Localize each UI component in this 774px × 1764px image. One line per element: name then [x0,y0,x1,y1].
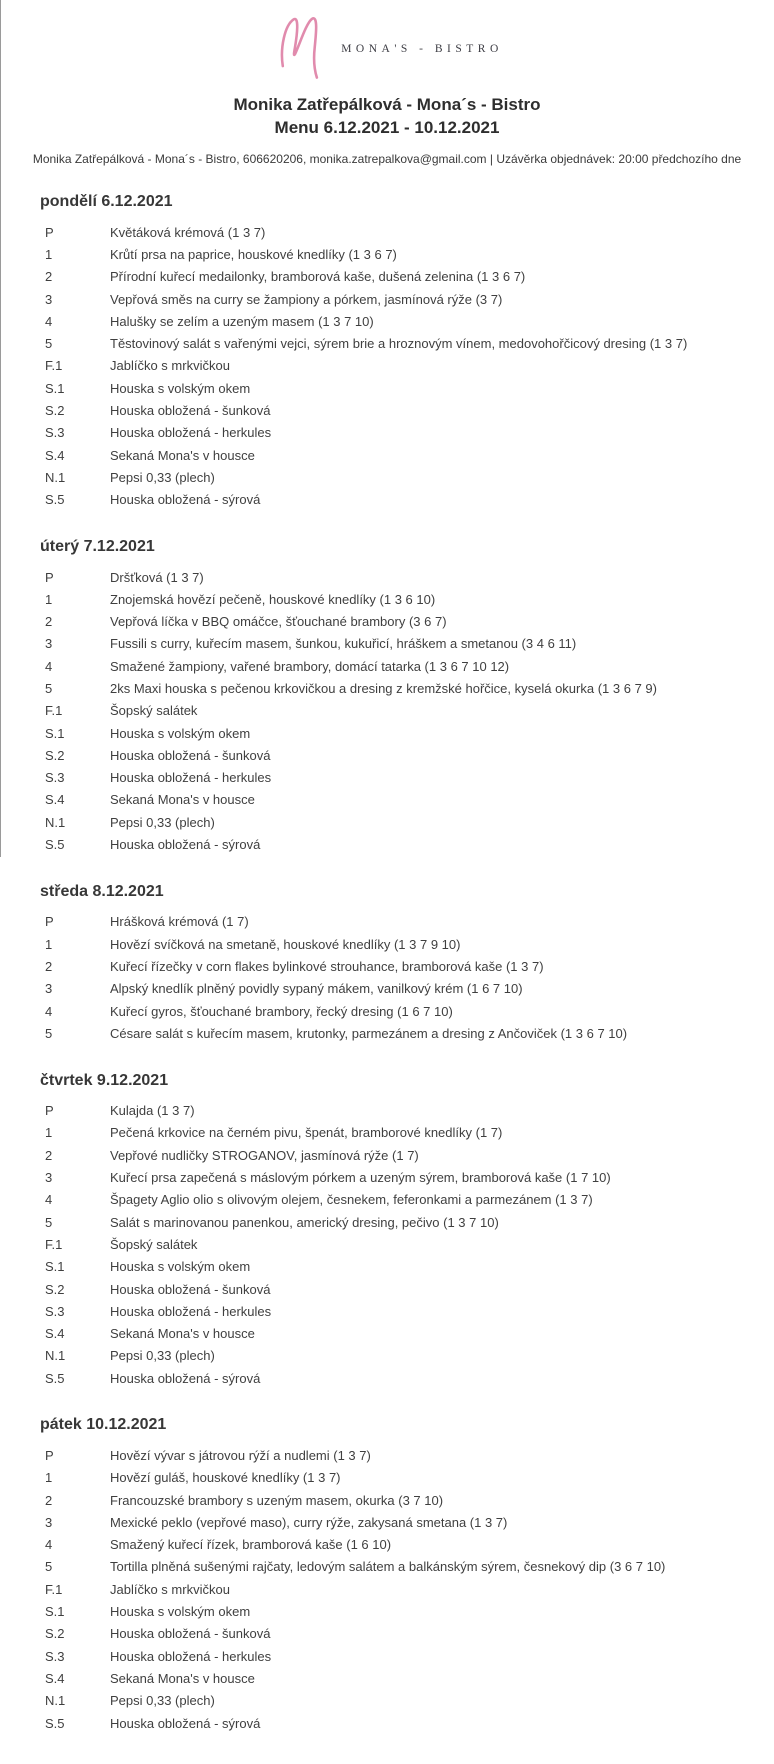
bistro-logo [0,14,774,78]
menu-item-text: Houska obložená - sýrová [110,1715,261,1731]
day-title: úterý 7.12.2021 [40,537,155,555]
menu-item-row [40,1623,754,1645]
menu-item-code: 2 [45,1492,53,1508]
menu-item-text: Těstovinový salát s vařenými vejci, sýrem brie a hroznovým vínem, medovohořčicový dresing (1 3 7) [110,336,688,352]
menu-item-code: F.1 [45,1581,63,1597]
menu-item-text: Sekaná Mona's v housce [110,447,255,463]
menu-item-row [40,677,754,699]
menu-item-code: 1 [45,1125,53,1141]
day-section [40,1071,754,1390]
menu-item-row [40,767,754,789]
menu-item-row [40,933,754,955]
menu-item-code: S.2 [45,747,65,763]
menu-item-row [40,566,754,588]
menu-item-row [40,1256,754,1278]
menu-item-code: S.4 [45,1670,65,1686]
menu-item-row [40,444,754,466]
menu-item-row [40,1166,754,1188]
menu-item-code: S.1 [45,380,65,396]
menu-item-code: 2 [45,614,53,630]
menu-item-text: Jablíčko s mrkvičkou [110,1581,230,1597]
menu-item-row [40,1144,754,1166]
menu-item-text: Houska obložená - sýrová [110,1370,261,1386]
day-title: středa 8.12.2021 [40,882,164,900]
menu-item-text: Kuřecí řízečky v corn flakes bylinkové strouhance, bramborová kaše (1 3 7) [110,958,544,974]
menu-item-row [40,744,754,766]
menu-item-code: S.5 [45,1370,65,1386]
menu-item-code: S.1 [45,725,65,741]
menu-item-row [40,1534,754,1556]
menu-item-code: S.4 [45,447,65,463]
bistro-logo-wordmark: MONA'S - BISTRO [341,43,503,55]
menu-item-text: Špagety Aglio olio s olivovým olejem, česnekem, feferonkami a parmezánem (1 3 7) [110,1192,593,1208]
menu-item-text: Houska obložená - šunková [110,403,271,419]
menu-item-code: 4 [45,1003,53,1019]
menu-item-row [40,1645,754,1667]
menu-item-row [40,1667,754,1689]
menu-item-row [40,1367,754,1389]
menu-item-code: P [45,914,54,930]
menu-item-code: S.3 [45,425,65,441]
menu-item-code: 5 [45,680,53,696]
menu-item-text: Vepřová směs na curry se žampiony a pórkem, jasmínová rýže (3 7) [110,291,503,307]
menu-item-row [40,1000,754,1022]
menu-item-code: S.2 [45,403,65,419]
menu-item-text: Houska obložená - herkules [110,425,272,441]
menu-item-code: 5 [45,1559,53,1575]
menu-item-code: F.1 [45,703,63,719]
menu-item-row [40,399,754,421]
menu-item-text: Smažené žampiony, vařené brambory, domácí tatarka (1 3 6 7 10 12) [110,658,510,674]
menu-item-text: Dršťková (1 3 7) [110,569,204,585]
menu-item-row [40,911,754,933]
menu-item-code: 4 [45,1192,53,1208]
menu-item-text: Houska obložená - herkules [110,1303,272,1319]
menu-item-text: Houska obložená - šunková [110,747,271,763]
menu-item-code: P [45,224,54,240]
menu-item-text: Sekaná Mona's v housce [110,1326,255,1342]
menu-item-row [40,266,754,288]
menu-item-row [40,1600,754,1622]
menu-item-row [40,1489,754,1511]
menu-item-row [40,1322,754,1344]
menu-item-text: Pepsi 0,33 (plech) [110,469,215,485]
menu-item-text: Houska obložená - sýrová [110,837,261,853]
contact-and-deadline-line: Monika Zatřepálková - Mona´s - Bistro, 606620206, monika.zatrepalkova@gmail.com | Uzávěrka objednávek: 20:00 předchozího dne [32,152,742,166]
page-left-edge-line [0,0,1,857]
menu-item-text: Sekaná Mona's v housce [110,792,255,808]
menu-item-row [40,466,754,488]
menu-item-text: Hovězí guláš, houskové knedlíky (1 3 7) [110,1470,341,1486]
menu-item-text: Césare salát s kuřecím masem, krutonky, parmezánem a dresing z Ančoviček (1 3 6 7 10) [110,1025,628,1041]
menu-item-row [40,1189,754,1211]
menu-item-row [40,332,754,354]
menu-item-row [40,422,754,444]
menu-item-code: P [45,1103,54,1119]
menu-item-row [40,1278,754,1300]
menu-item-row [40,489,754,511]
menu-date-range-subtitle: Menu 6.12.2021 - 10.12.2021 [274,118,500,137]
menu-item-row [40,633,754,655]
menu-item-row [40,1300,754,1322]
menu-item-text: Fussili s curry, kuřecím masem, šunkou, kukuřicí, hráškem a smetanou (3 4 6 11) [110,636,577,652]
monas-bistro-m-logo-icon [271,13,329,79]
menu-item-text: Květáková krémová (1 3 7) [110,224,266,240]
menu-item-text: Mexické peklo (vepřové maso), curry rýže, zakysaná smetana (1 3 7) [110,1514,508,1530]
menu-item-row [40,722,754,744]
menu-item-code: S.4 [45,1326,65,1342]
document-header [0,14,774,166]
menu-item-text: Houska obložená - sýrová [110,492,261,508]
menu-item-code: S.1 [45,1259,65,1275]
menu-item-row [40,243,754,265]
menu-item-row [40,588,754,610]
menu-item-row [40,1467,754,1489]
menu-item-text: Houska obložená - herkules [110,1648,272,1664]
menu-item-row [40,1022,754,1044]
menu-item-code: 2 [45,269,53,285]
menu-item-text: Vepřová líčka v BBQ omáčce, šťouchané brambory (3 6 7) [110,614,447,630]
menu-item-text: Houska s volským okem [110,380,251,396]
menu-item-code: 2 [45,958,53,974]
menu-item-code: 3 [45,291,53,307]
menu-item-row [40,310,754,332]
menu-days [0,192,774,1764]
menu-item-row [40,978,754,1000]
menu-item-code: 5 [45,336,53,352]
menu-item-text: Smažený kuřecí řízek, bramborová kaše (1 6 10) [110,1537,392,1553]
menu-item-text: Krůtí prsa na paprice, houskové knedlíky (1 3 6 7) [110,246,397,262]
menu-item-row [40,1122,754,1144]
menu-item-text: Houska obložená - herkules [110,770,272,786]
menu-item-text: Houska s volským okem [110,725,251,741]
menu-item-code: S.5 [45,1715,65,1731]
menu-item-row [40,610,754,632]
menu-item-code: 2 [45,1147,53,1163]
menu-item-text: Sekaná Mona's v housce [110,1670,255,1686]
menu-item-text: Hovězí vývar s játrovou rýží a nudlemi (1 3 7) [110,1448,371,1463]
menu-item-code: S.3 [45,1303,65,1319]
day-title: pondělí 6.12.2021 [40,193,173,210]
menu-item-code: 1 [45,591,53,607]
menu-item-row [40,288,754,310]
menu-item-row [40,955,754,977]
menu-item-text: Salát s marinovanou panenkou, americký dresing, pečivo (1 3 7 10) [110,1214,499,1230]
menu-item-row [40,833,754,855]
menu-item-text: 2ks Maxi houska s pečenou krkovičkou a dresing z kremžské hořčice, kyselá okurka (1 3 6 7 9) [110,680,657,696]
menu-item-code: 1 [45,936,53,952]
menu-item-text: Pečená krkovice na černém pivu, špenát, bramborové knedlíky (1 7) [110,1125,503,1141]
day-section [40,537,754,856]
menu-item-code: N.1 [45,1348,66,1364]
day-section [40,192,754,511]
menu-item-code: F.1 [45,358,63,374]
menu-item-text: Alpský knedlík plněný povidly sypaný mákem, vanilkový krém (1 6 7 10) [110,981,523,997]
menu-item-text: Vepřové nudličky STROGANOV, jasmínová rýže (1 7) [110,1147,419,1163]
menu-item-code: S.3 [45,1648,65,1664]
menu-item-code: N.1 [45,1693,66,1709]
menu-item-row [40,789,754,811]
menu-item-row [40,1578,754,1600]
menu-item-code: 4 [45,313,53,329]
menu-item-code: S.2 [45,1626,65,1642]
menu-item-row [40,1556,754,1578]
menu-item-row [40,1211,754,1233]
day-title: čtvrtek 9.12.2021 [40,1071,169,1089]
menu-item-row [40,1100,754,1122]
menu-item-row [40,221,754,243]
menu-item-code: S.5 [45,492,65,508]
menu-item-text: Halušky se zelím a uzeným masem (1 3 7 10) [110,313,374,329]
menu-item-code: 1 [45,246,53,262]
day-section [40,1415,754,1734]
menu-item-text: Šopský salátek [110,703,198,719]
menu-item-code: 4 [45,1537,53,1553]
menu-item-text: Hovězí svíčková na smetaně, houskové knedlíky (1 3 7 9 10) [110,936,461,952]
menu-item-text: Kuřecí gyros, šťouchané brambory, řecký dresing (1 6 7 10) [110,1003,453,1019]
menu-item-text: Houska s volským okem [110,1259,251,1275]
day-section [40,882,754,1045]
menu-item-code: S.2 [45,1281,65,1297]
menu-item-row [40,1511,754,1533]
menu-item-code: S.1 [45,1604,65,1620]
menu-item-code: 3 [45,636,53,652]
menu-item-text: Šopský salátek [110,1236,198,1252]
menu-item-code: P [45,1448,54,1463]
menu-item-text: Kuřecí prsa zapečená s máslovým pórkem a uzeným sýrem, bramborová kaše (1 7 10) [110,1170,611,1186]
menu-item-row [40,1444,754,1466]
menu-item-code: 4 [45,658,53,674]
menu-item-row [40,1345,754,1367]
menu-item-text: Přírodní kuřecí medailonky, bramborová kaše, dušená zelenina (1 3 6 7) [110,269,526,285]
menu-item-row [40,811,754,833]
menu-item-row [40,377,754,399]
day-title: pátek 10.12.2021 [40,1416,167,1434]
menu-item-code: N.1 [45,469,66,485]
page-title: Monika Zatřepálková - Mona´s - Bistro [233,95,541,114]
menu-item-row [40,1712,754,1734]
menu-item-text: Pepsi 0,33 (plech) [110,1348,215,1364]
menu-item-text: Tortilla plněná sušenými rajčaty, ledovým salátem a balkánským sýrem, česnekový dip (3 6 7 10) [110,1559,666,1575]
menu-item-text: Pepsi 0,33 (plech) [110,814,215,830]
menu-item-text: Pepsi 0,33 (plech) [110,1693,215,1709]
menu-item-text: Kulajda (1 3 7) [110,1103,195,1119]
menu-item-text: Hrášková krémová (1 7) [110,914,249,930]
menu-item-code: 5 [45,1214,53,1230]
menu-item-text: Houska obložená - šunková [110,1281,271,1297]
menu-item-row [40,1233,754,1255]
menu-item-text: Znojemská hovězí pečeně, houskové knedlíky (1 3 6 10) [110,591,436,607]
menu-item-code: 3 [45,1170,53,1186]
menu-item-code: 1 [45,1470,53,1486]
menu-item-text: Houska s volským okem [110,1604,251,1620]
menu-item-code: S.5 [45,837,65,853]
menu-item-code: S.3 [45,770,65,786]
menu-item-code: S.4 [45,792,65,808]
menu-item-code: N.1 [45,814,66,830]
menu-item-code: 3 [45,1514,53,1530]
menu-item-text: Francouzské brambory s uzeným masem, okurka (3 7 10) [110,1492,444,1508]
menu-item-code: P [45,569,54,585]
menu-item-text: Jablíčko s mrkvičkou [110,358,230,374]
menu-item-row [40,1690,754,1712]
menu-item-code: F.1 [45,1236,63,1252]
menu-item-row [40,700,754,722]
menu-item-code: 3 [45,981,53,997]
menu-item-code: 5 [45,1025,53,1041]
menu-item-row [40,355,754,377]
menu-item-text: Houska obložená - šunková [110,1626,271,1642]
menu-item-row [40,655,754,677]
